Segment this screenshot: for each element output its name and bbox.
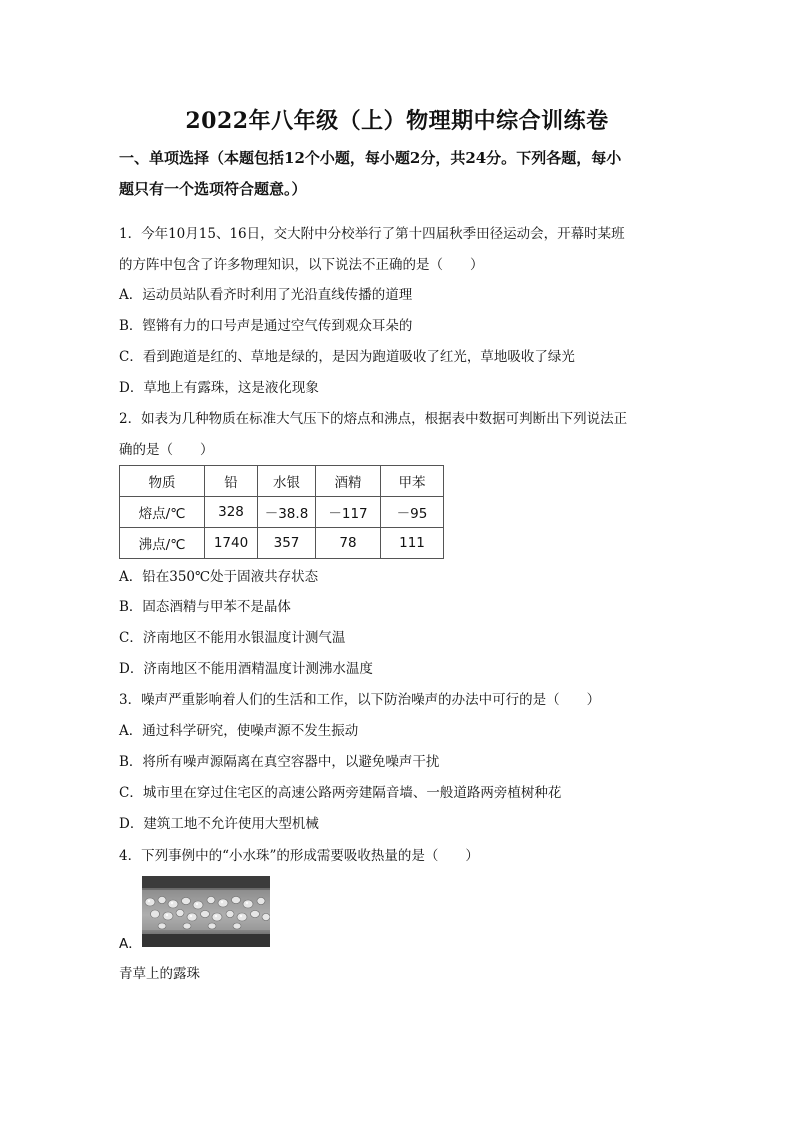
q3-stem: 3．噪声严重影响着人们的生活和工作，以下防治噪声的办法中可行的是（ ）: [119, 692, 601, 708]
table-cell: －38.8: [258, 497, 316, 528]
dew-on-grass-photo: [142, 876, 270, 947]
q3-option-c: C．城市里在穿过住宅区的高速公路两旁建隔音墙、一般道路两旁植树种花: [119, 785, 562, 801]
section-heading-line1: 一、单项选择（本题包括12个小题，每小题2分，共24分。下列各题，每小: [119, 149, 622, 167]
table-cell: －95: [381, 497, 444, 528]
q3-option-b: B．将所有噪声源隔离在真空容器中，以避免噪声干扰: [119, 754, 440, 770]
table-cell: 熔点/℃: [120, 497, 205, 528]
q2-option-b: B．固态酒精与甲苯不是晶体: [119, 599, 291, 615]
q3-option-a: A．通过科学研究，使噪声源不发生振动: [119, 723, 359, 739]
table-cell: 沸点/℃: [120, 528, 205, 559]
q1-option-d: D．草地上有露珠，这是液化现象: [119, 380, 319, 396]
table-cell: 铅: [205, 466, 258, 497]
section-heading-line2: 题只有一个选项符合题意。）: [119, 180, 307, 198]
q4-option-a-caption: 青草上的露珠: [119, 966, 200, 982]
q1-option-b: B．铿锵有力的口号声是通过空气传到观众耳朵的: [119, 318, 413, 334]
table-row: [120, 497, 444, 528]
table-cell: －117: [316, 497, 381, 528]
table-cell: 物质: [120, 466, 205, 497]
q2-option-c: C．济南地区不能用水银温度计测气温: [119, 630, 346, 646]
q2-option-a: A．铅在350℃处于固液共存状态: [119, 569, 319, 585]
melting-boiling-table: [119, 465, 444, 559]
q1-stem-line2: 的方阵中包含了许多物理知识，以下说法不正确的是（ ）: [119, 257, 484, 273]
q3-option-d: D．建筑工地不允许使用大型机械: [119, 816, 319, 832]
q2-option-d: D．济南地区不能用酒精温度计测沸水温度: [119, 661, 373, 677]
table-cell: 1740: [205, 528, 258, 559]
page-title: 2022年八年级（上）物理期中综合训练卷: [185, 108, 609, 134]
table-cell: 78: [316, 528, 381, 559]
q2-stem-line1: 2．如表为几种物质在标准大气压下的熔点和沸点，根据表中数据可判断出下列说法正: [119, 411, 628, 427]
table-cell: 甲苯: [381, 466, 444, 497]
q1-option-c: C．看到跑道是红的、草地是绿的，是因为跑道吸收了红光，草地吸收了绿光: [119, 349, 575, 365]
table-cell: 水银: [258, 466, 316, 497]
q4-option-a-label: A．: [119, 936, 142, 952]
table-cell: 酒精: [316, 466, 381, 497]
table-cell: 111: [381, 528, 444, 559]
table-row: [120, 528, 444, 559]
q2-stem-line2: 确的是（ ）: [119, 442, 214, 458]
table-cell: 328: [205, 497, 258, 528]
table-header-row: [120, 466, 444, 497]
q1-option-a: A．运动员站队看齐时利用了光沿直线传播的道理: [119, 287, 413, 303]
q4-stem: 4．下列事例中的“小水珠”的形成需要吸收热量的是（ ）: [119, 848, 479, 864]
q1-stem-line1: 1．今年10月15、16日，交大附中分校举行了第十四届秋季田径运动会，开幕时某班: [119, 226, 625, 242]
table-cell: 357: [258, 528, 316, 559]
